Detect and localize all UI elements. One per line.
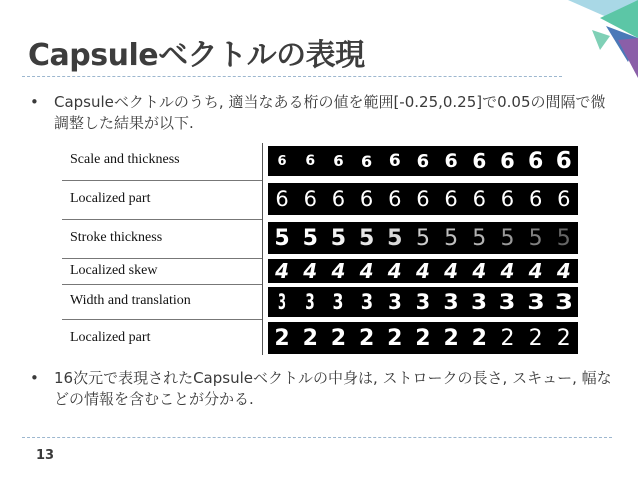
digit-glyph: 2	[443, 325, 459, 351]
footer-divider	[22, 437, 612, 438]
deco-shape-teal	[592, 30, 610, 50]
digit-strip-scale-thickness	[268, 146, 578, 176]
digit-glyph: 6	[555, 148, 572, 174]
digit-glyph: 6	[416, 187, 430, 211]
figure-row-label: Localized part	[70, 329, 151, 345]
bullet-1	[30, 92, 614, 134]
digit-glyph: 4	[528, 259, 543, 283]
bullet-text: 16次元で表現されたCapsuleベクトルの中身は, ストロークの長さ, スキュー, 幅などの情報を含むことが分かる.	[54, 369, 612, 408]
digit-glyph: 5	[387, 225, 403, 251]
digit-glyph: 5	[444, 225, 459, 251]
digit-glyph: 5	[472, 225, 487, 251]
capsule-perturbation-figure	[62, 143, 580, 355]
digit-glyph: 4	[415, 259, 430, 283]
figure-row	[62, 220, 580, 256]
figure-row	[62, 181, 580, 217]
digit-glyph: 6	[528, 187, 543, 211]
digit-glyph: 6	[275, 187, 289, 211]
digit-glyph: 2	[500, 325, 515, 351]
digit-glyph: 4	[331, 259, 346, 283]
digit-glyph: 3	[471, 290, 488, 314]
digit-glyph: 3	[278, 290, 287, 314]
digit-glyph: 2	[528, 325, 543, 351]
bullet-text: Capsuleベクトルのうち, 適当なある桁の値を範囲[-0.25,0.25]で0.05の間隔で微調整した結果が以下.	[54, 93, 606, 132]
digit-glyph: 3	[526, 290, 545, 314]
digit-glyph: 2	[471, 325, 487, 351]
bullet-marker: •	[30, 369, 39, 387]
bullet-2	[30, 368, 614, 410]
digit-glyph: 5	[274, 225, 290, 251]
digit-glyph: 6	[361, 151, 373, 171]
figure-row	[62, 285, 580, 317]
digit-glyph: 5	[358, 225, 375, 251]
digit-glyph: 6	[500, 187, 515, 211]
digit-glyph: 4	[359, 259, 374, 283]
deco-shape-purple	[618, 38, 638, 78]
digit-glyph: 3	[305, 290, 316, 314]
digit-glyph: 4	[556, 259, 571, 283]
digit-glyph: 6	[388, 187, 402, 211]
digit-glyph: 6	[359, 187, 374, 211]
figure-row	[62, 320, 580, 355]
digit-glyph: 4	[500, 259, 515, 283]
digit-glyph: 6	[444, 187, 458, 211]
digit-glyph: 3	[554, 290, 573, 314]
digit-glyph: 2	[556, 325, 571, 351]
digit-glyph: 2	[302, 325, 318, 351]
figure-row-label: Localized skew	[70, 263, 158, 278]
digit-glyph: 6	[472, 149, 487, 173]
digit-glyph: 2	[387, 325, 403, 351]
digit-glyph: 2	[330, 325, 347, 351]
digit-glyph: 3	[332, 290, 344, 314]
figure-row-label: Localized part	[70, 191, 151, 206]
digit-glyph: 6	[557, 187, 571, 211]
digit-glyph: 2	[358, 325, 375, 351]
digit-strip-width-translation	[268, 287, 578, 317]
title-divider	[22, 76, 562, 77]
digit-glyph: 6	[472, 187, 486, 211]
digit-glyph: 5	[528, 225, 543, 251]
figure-row-label: Stroke thickness	[70, 230, 163, 245]
digit-glyph: 6	[303, 187, 317, 211]
figure-row	[62, 143, 580, 177]
digit-glyph: 3	[415, 290, 431, 314]
digit-glyph: 6	[277, 153, 287, 169]
digit-glyph: 5	[302, 225, 318, 251]
digit-glyph: 3	[387, 290, 402, 314]
digit-strip-localized-part	[268, 183, 578, 215]
digit-strip-localized-part-2	[268, 322, 578, 354]
digit-glyph: 3	[360, 290, 373, 314]
digit-glyph: 6	[500, 149, 515, 173]
digit-glyph: 4	[444, 259, 459, 283]
digit-strip-stroke-thickness	[268, 222, 578, 254]
digit-glyph: 4	[275, 259, 290, 283]
digit-glyph: 3	[499, 290, 516, 314]
digit-glyph: 6	[331, 187, 346, 211]
digit-glyph: 3	[443, 290, 459, 314]
figure-row-label: Scale and thickness	[70, 152, 180, 167]
figure-row	[62, 259, 580, 283]
digit-glyph: 4	[472, 259, 487, 283]
digit-glyph: 5	[500, 225, 515, 251]
digit-glyph: 4	[303, 259, 318, 283]
digit-glyph: 6	[416, 150, 430, 172]
digit-glyph: 6	[333, 152, 344, 170]
digit-glyph: 6	[305, 153, 316, 169]
page-number: 13	[36, 448, 55, 463]
slide-title: Capsuleベクトルの表現	[28, 38, 365, 73]
digit-glyph: 6	[444, 150, 458, 172]
digit-glyph: 2	[274, 325, 290, 351]
digit-strip-localized-skew	[268, 259, 578, 283]
digit-glyph: 5	[330, 225, 347, 251]
digit-glyph: 2	[415, 325, 431, 351]
figure-row-label: Width and translation	[70, 293, 191, 308]
bullet-marker: •	[30, 93, 39, 111]
digit-glyph: 6	[388, 151, 401, 171]
digit-glyph: 5	[415, 225, 430, 251]
digit-glyph: 4	[387, 259, 402, 283]
corner-decoration	[548, 0, 638, 80]
digit-glyph: 5	[556, 225, 571, 251]
digit-glyph: 6	[527, 148, 544, 174]
